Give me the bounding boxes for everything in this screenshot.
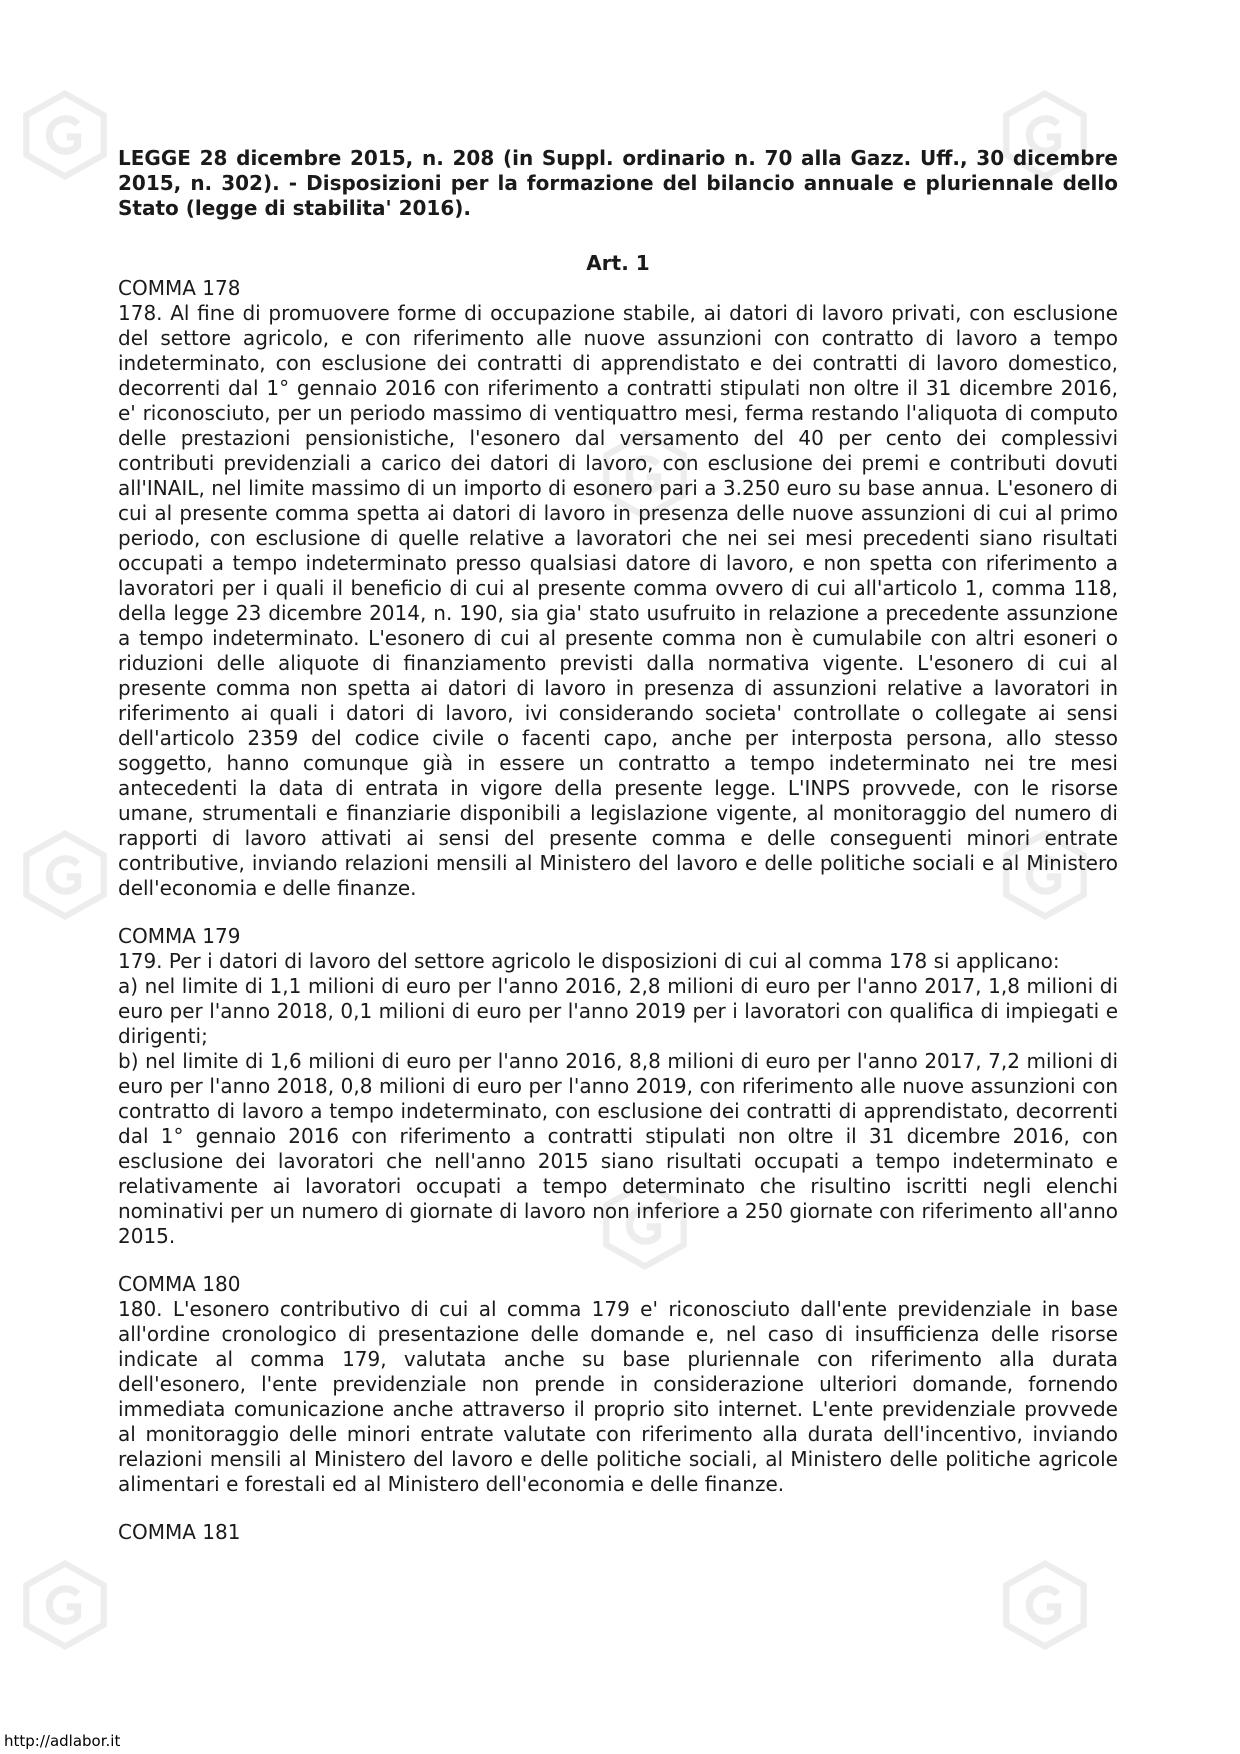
document-title: LEGGE 28 dicembre 2015, n. 208 (in Suppl. ordinario n. 70 alla Gazz. Uff., 30 dicembre 2015, n. 302). - Disposizioni per la formazione del bilancio annuale e pluriennale dello Stato (legge di stabilita' 2016). xyxy=(118,146,1118,220)
logo-watermark-icon xyxy=(20,830,110,920)
logo-watermark-icon xyxy=(20,90,110,180)
logo-watermark-icon xyxy=(20,1560,110,1650)
sections-container xyxy=(118,276,1118,1545)
comma-label: COMMA 181 xyxy=(118,1520,241,1544)
comma-label: COMMA 178 xyxy=(118,276,241,300)
comma-section xyxy=(118,924,1118,1249)
logo-watermark-icon xyxy=(1000,1560,1090,1650)
comma-label: COMMA 179 xyxy=(118,924,241,948)
footer-url[interactable]: http://adlabor.it xyxy=(4,1732,121,1750)
article-heading: Art. 1 xyxy=(586,251,650,275)
comma-paragraph: 180. L'esonero contributivo di cui al comma 179 e' riconosciuto dall'ente previdenziale in base all'ordine cronologico di presentazione delle domande e, nel caso di insufficienza delle risorse indicate al comma 179, valutata anche su base pluriennale con riferimento alla durata dell'esonero, l'ente previdenziale non prende in considerazione ulteriori domande, fornendo immediata comunicazione anche attraverso il proprio sito internet. L'ente previdenziale provvede al monitoraggio delle minori entrate valutate con riferimento alla durata dell'incentivo, inviando relazioni mensili al Ministero del lavoro e delle politiche sociali, al Ministero delle politiche agricole alimentari e forestali ed al Ministero dell'economia e delle finanze. xyxy=(118,1297,1118,1496)
comma-paragraph: b) nel limite di 1,6 milioni di euro per l'anno 2016, 8,8 milioni di euro per l'anno 2017, 7,2 milioni di euro per l'anno 2018, 0,8 milioni di euro per l'anno 2019, con riferimento alle nuove assunzioni con contratto di lavoro a tempo indeterminato, con esclusione dei contratti di apprendistato, decorrenti dal 1° gennaio 2016 con riferimento a contratti stipulati non oltre il 31 dicembre 2016, con esclusione dei lavoratori che nell'anno 2015 siano risultati occupati a tempo indeterminato e relativamente ai lavoratori occupati a tempo determinato che risultino iscritti negli elenchi nominativi per un numero di giornate di lavoro non inferiore a 250 giornate con riferimento all'anno 2015. xyxy=(118,1049,1118,1248)
comma-paragraph: 179. Per i datori di lavoro del settore agricolo le disposizioni di cui al comma 178 si applicano: xyxy=(118,949,1060,973)
comma-section xyxy=(118,1272,1118,1497)
comma-section xyxy=(118,276,1118,901)
document-page xyxy=(118,146,1118,1568)
comma-section xyxy=(118,1520,1118,1545)
comma-paragraph: 178. Al fine di promuovere forme di occupazione stabile, ai datori di lavoro privati, con esclusione del settore agricolo, e con riferimento alle nuove assunzioni con contratto di lavoro a tempo indeterminato, con esclusione dei contratti di apprendistato e dei contratti di lavoro domestico, decorrenti dal 1° gennaio 2016 con riferimento a contratti stipulati non oltre il 31 dicembre 2016, e' riconosciuto, per un periodo massimo di ventiquattro mesi, ferma restando l'aliquota di computo delle prestazioni pensionistiche, l'esonero dal versamento del 40 per cento dei complessivi contributi previdenziali a carico dei datori di lavoro, con esclusione dei premi e contributi dovuti all'INAIL, nel limite massimo di un importo di esonero pari a 3.250 euro su base annua. L'esonero di cui al presente comma spetta ai datori di lavoro in presenza delle nuove assunzioni di cui al primo periodo, con esclusione di quelle relative a lavoratori che nei sei mesi precedenti siano risultati occupati a tempo indeterminato presso qualsiasi datore di lavoro, e non spetta con riferimento a lavoratori per i quali il beneficio di cui al presente comma ovvero di cui all'articolo 1, comma 118, della legge 23 dicembre 2014, n. 190, sia gia' stato usufruito in relazione a precedente assunzione a tempo indeterminato. L'esonero di cui al presente comma non è cumulabile con altri esoneri o riduzioni delle aliquote di finanziamento previsti dalla normativa vigente. L'esonero di cui al presente comma non spetta ai datori di lavoro in presenza di assunzioni relative a lavoratori in riferimento ai quali i datori di lavoro, ivi considerando societa' controllate o collegate ai sensi dell'articolo 2359 del codice civile o facenti capo, anche per interposta persona, allo stesso soggetto, hanno comunque già in essere un contratto a tempo indeterminato nei tre mesi antecedenti la data di entrata in vigore della presente legge. L'INPS provvede, con le risorse umane, strumentali e finanziarie disponibili a legislazione vigente, al monitoraggio del numero di rapporti di lavoro attivati ai sensi del presente comma e delle conseguenti minori entrate contributive, inviando relazioni mensili al Ministero del lavoro e delle politiche sociali e al Ministero dell'economia e delle finanze. xyxy=(118,301,1118,900)
comma-paragraph: a) nel limite di 1,1 milioni di euro per l'anno 2016, 2,8 milioni di euro per l'anno 2017, 1,8 milioni di euro per l'anno 2018, 0,1 milioni di euro per l'anno 2019 per i lavoratori con qualifica di impiegati e dirigenti; xyxy=(118,974,1118,1048)
comma-label: COMMA 180 xyxy=(118,1272,241,1296)
